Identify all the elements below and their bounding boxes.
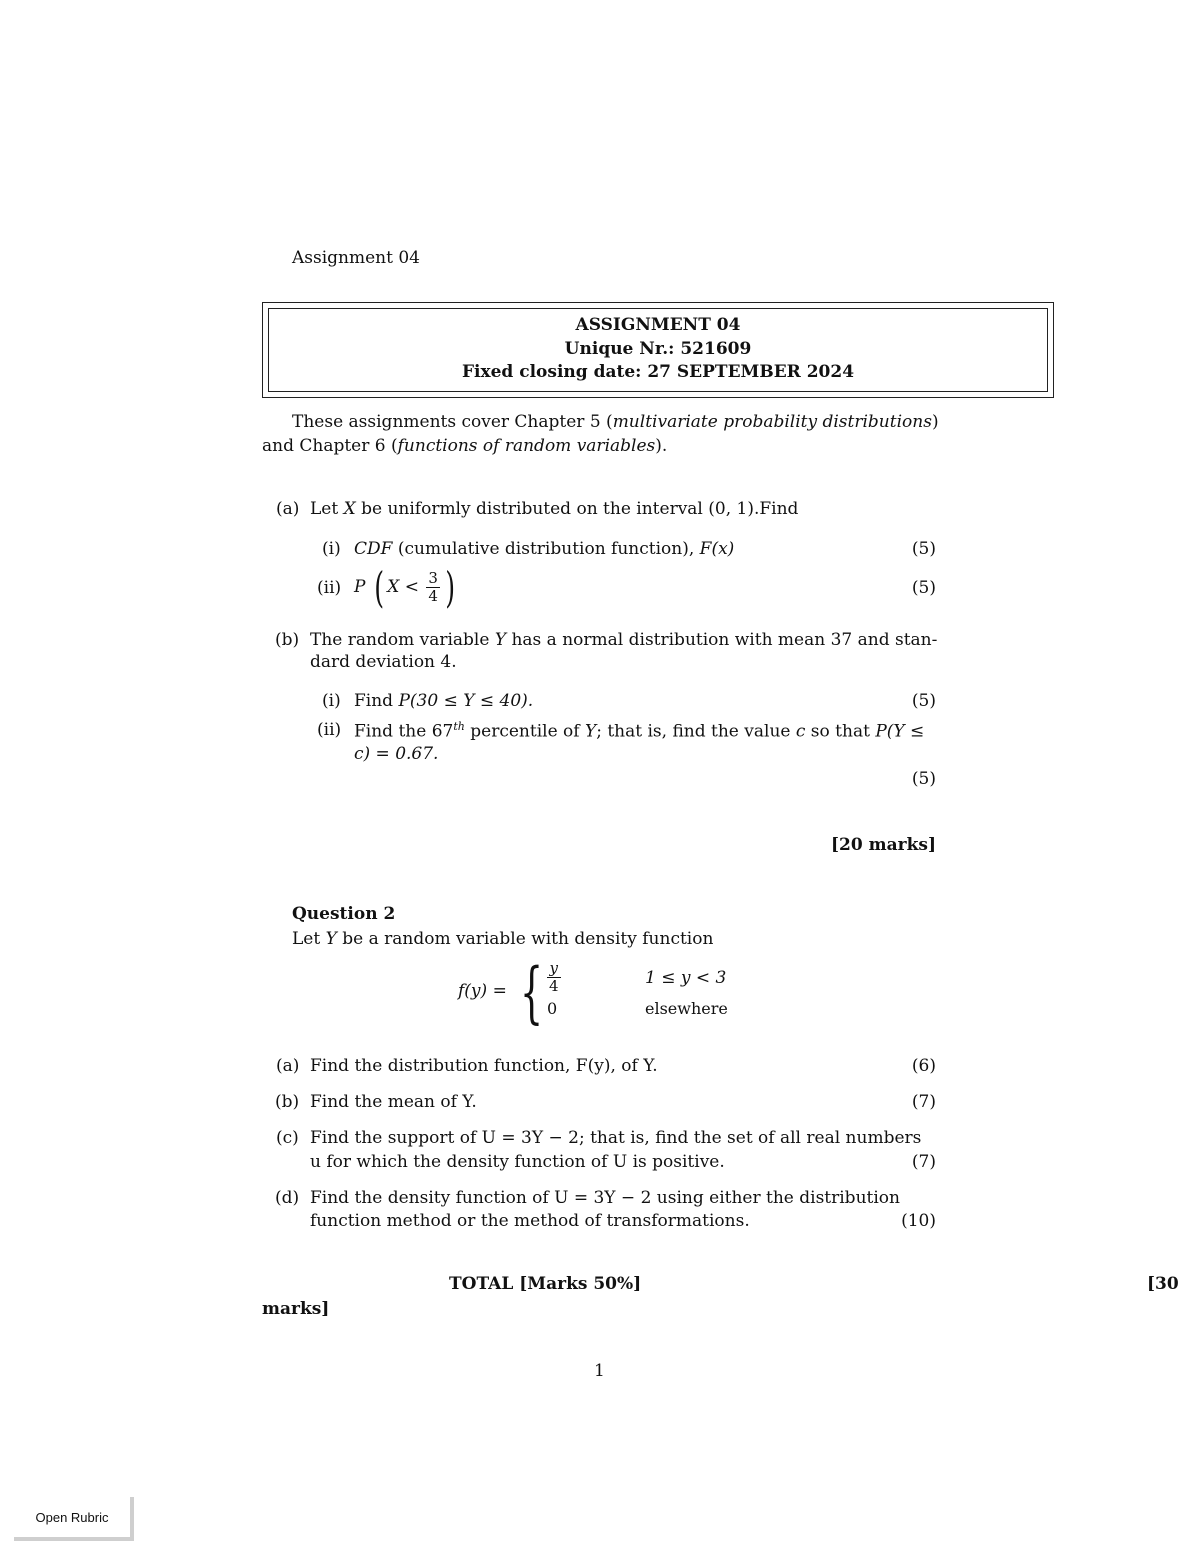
q2-marks-bracket-close: marks] — [262, 1299, 330, 1319]
q2a-marks: (6) — [911, 1056, 936, 1076]
q2d-text-2: function method or the method of transformations. — [310, 1211, 750, 1231]
assignment-title: ASSIGNMENT 04 — [575, 315, 741, 335]
q2b-marks: (7) — [911, 1092, 936, 1112]
page-number: 1 — [594, 1361, 605, 1381]
fy-case2-value: 0 — [547, 999, 558, 1018]
intro-line-2: and Chapter 6 (functions of random variables). — [262, 436, 668, 456]
q2a-text: Find the distribution function, F(y), of Y. — [310, 1056, 658, 1076]
q2c-text-2: u for which the density function of U is positive. — [310, 1152, 725, 1172]
piecewise-brace: { — [520, 954, 544, 1031]
q1b-i-marks: (5) — [911, 691, 936, 711]
q1b-label: (b) — [275, 630, 300, 650]
running-head: Assignment 04 — [292, 248, 420, 268]
unique-number: Unique Nr.: 521609 — [564, 339, 752, 359]
q2d-marks: (10) — [901, 1211, 936, 1231]
q2c-text-1: Find the support of U = 3Y − 2; that is, find the set of all real numbers — [310, 1128, 922, 1148]
q1b-i-text: Find P(30 ≤ Y ≤ 40). — [354, 691, 534, 711]
q1a-label: (a) — [276, 499, 300, 519]
q2-heading: Question 2 — [292, 904, 396, 924]
q2-intro: Let Y be a random variable with density function — [292, 929, 714, 949]
q2d-text-1: Find the density function of U = 3Y − 2 using either the distribution — [310, 1188, 900, 1208]
fy-case1-value: $\frac{y}{4}$ — [549, 959, 559, 995]
q2b-label: (b) — [275, 1092, 300, 1112]
q2d-label: (d) — [275, 1188, 300, 1208]
fy-case2-condition: elsewhere — [645, 999, 728, 1018]
fraction-three-quarters: $\frac{3}{4}$ — [428, 569, 438, 605]
intro-line-1: These assignments cover Chapter 5 (multivariate probability distributions) — [292, 412, 939, 432]
q1a-i-marks: (5) — [911, 539, 936, 559]
q1b-text-2: dard deviation 4. — [310, 652, 457, 672]
q2b-text: Find the mean of Y. — [310, 1092, 477, 1112]
q1a-ii-marks: (5) — [911, 578, 936, 598]
q2c-marks: (7) — [911, 1152, 936, 1172]
q2c-label: (c) — [276, 1128, 299, 1148]
q1a-i-text: CDF (cumulative distribution function), F(x) — [354, 539, 735, 559]
q1b-ii-label: (ii) — [317, 720, 342, 740]
q1b-ii-marks: (5) — [911, 769, 936, 789]
q2-marks-bracket-open: [30 — [1147, 1274, 1179, 1294]
total-marks: TOTAL [Marks 50%] — [449, 1274, 642, 1294]
open-rubric-button[interactable]: Open Rubric — [14, 1497, 134, 1541]
q1a-i-label: (i) — [322, 539, 341, 559]
q1a-ii-label: (ii) — [317, 578, 342, 598]
q1a-ii-expr: P ( X < $\frac{3}{4}$ ) — [354, 562, 456, 612]
q2a-label: (a) — [276, 1056, 300, 1076]
fy-case1-condition: 1 ≤ y < 3 — [645, 968, 727, 988]
q1a-text: Let X be uniformly distributed on the interval (0, 1).Find — [310, 499, 799, 519]
q1-total-marks: [20 marks] — [831, 835, 936, 855]
closing-date: Fixed closing date: 27 SEPTEMBER 2024 — [461, 362, 855, 382]
fy-lhs: f(y) = — [458, 981, 507, 1001]
q1b-ii-text-1: Find the 67th percentile of Y; that is, find the value c so that P(Y ≤ — [354, 720, 925, 742]
q1b-ii-text-2: c) = 0.67. — [354, 744, 439, 764]
q1b-text-1: The random variable Y has a normal distribution with mean 37 and stan- — [310, 630, 938, 650]
q1b-i-label: (i) — [322, 691, 341, 711]
